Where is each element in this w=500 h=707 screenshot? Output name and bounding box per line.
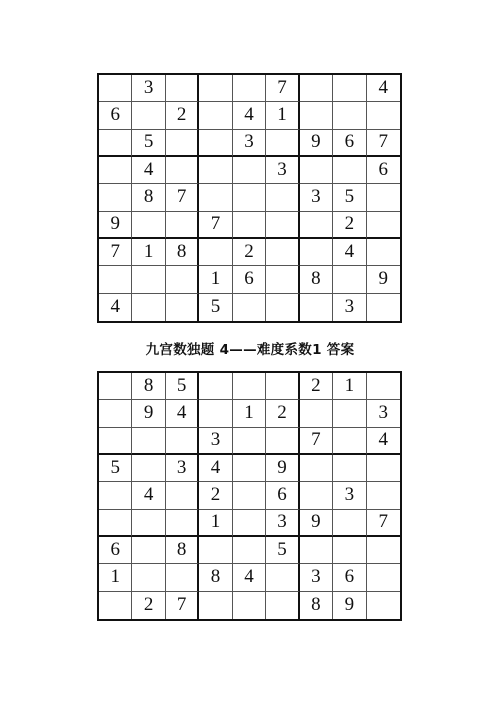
sudoku-puzzle-grid: [97, 73, 402, 323]
sudoku-cell: 7: [199, 212, 232, 239]
sudoku-cell: [199, 537, 232, 564]
sudoku-cell: [333, 428, 366, 455]
sudoku-cell: [266, 130, 299, 157]
sudoku-cell: [300, 239, 333, 266]
sudoku-cell: 7: [166, 592, 199, 619]
sudoku-cell: [166, 75, 199, 102]
sudoku-cell: 3: [266, 157, 299, 184]
sudoku-cell: 4: [233, 564, 266, 591]
sudoku-cell: [266, 266, 299, 293]
sudoku-cell: [132, 537, 165, 564]
sudoku-cell: 4: [233, 102, 266, 129]
sudoku-cell: 8: [199, 564, 232, 591]
sudoku-cell: [199, 400, 232, 427]
sudoku-cell: 1: [333, 373, 366, 400]
sudoku-cell: 4: [367, 75, 400, 102]
sudoku-cell: [233, 75, 266, 102]
sudoku-cell: [300, 102, 333, 129]
sudoku-cell: [166, 428, 199, 455]
sudoku-cell: 8: [166, 537, 199, 564]
sudoku-cell: [99, 184, 132, 211]
sudoku-cell: 4: [132, 482, 165, 509]
sudoku-cell: 3: [266, 510, 299, 537]
sudoku-cell: 6: [367, 157, 400, 184]
sudoku-cell: [300, 212, 333, 239]
sudoku-cell: [333, 266, 366, 293]
sudoku-cell: 3: [300, 184, 333, 211]
sudoku-cell: [333, 400, 366, 427]
sudoku-cell: [132, 212, 165, 239]
sudoku-cell: [266, 294, 299, 321]
sudoku-cell: 5: [132, 130, 165, 157]
sudoku-cell: 6: [99, 537, 132, 564]
sudoku-cell: [300, 537, 333, 564]
sudoku-cell: [266, 428, 299, 455]
sudoku-cell: [233, 537, 266, 564]
sudoku-cell: [266, 212, 299, 239]
sudoku-cell: 6: [333, 564, 366, 591]
sudoku-cell: 4: [199, 455, 232, 482]
sudoku-cell: [367, 239, 400, 266]
sudoku-cell: 3: [166, 455, 199, 482]
sudoku-cell: [367, 102, 400, 129]
sudoku-cell: [233, 482, 266, 509]
sudoku-cell: [132, 428, 165, 455]
sudoku-cell: 9: [367, 266, 400, 293]
sudoku-cell: [367, 212, 400, 239]
sudoku-cell: 6: [233, 266, 266, 293]
sudoku-cell: 9: [266, 455, 299, 482]
sudoku-cell: [266, 564, 299, 591]
sudoku-cell: 3: [333, 482, 366, 509]
sudoku-cell: [99, 157, 132, 184]
sudoku-cell: [166, 130, 199, 157]
sudoku-cell: [233, 510, 266, 537]
sudoku-cell: 6: [266, 482, 299, 509]
sudoku-cell: [367, 184, 400, 211]
sudoku-cell: 4: [333, 239, 366, 266]
sudoku-cell: [233, 592, 266, 619]
sudoku-cell: 1: [132, 239, 165, 266]
sudoku-cell: [233, 373, 266, 400]
sudoku-cell: [333, 75, 366, 102]
sudoku-cell: 3: [233, 130, 266, 157]
sudoku-cell: [199, 184, 232, 211]
sudoku-cell: [132, 102, 165, 129]
sudoku-cell: [367, 592, 400, 619]
sudoku-cell: [132, 294, 165, 321]
sudoku-cell: [132, 455, 165, 482]
sudoku-cell: [367, 537, 400, 564]
sudoku-cell: [166, 482, 199, 509]
sudoku-cell: [233, 184, 266, 211]
sudoku-cell: 4: [99, 294, 132, 321]
sudoku-cell: [266, 184, 299, 211]
sudoku-cell: [166, 266, 199, 293]
sudoku-cell: 3: [300, 564, 333, 591]
sudoku-cell: [333, 537, 366, 564]
sudoku-cell: 6: [99, 102, 132, 129]
sudoku-cell: 5: [99, 455, 132, 482]
sudoku-cell: 4: [367, 428, 400, 455]
sudoku-cell: [233, 157, 266, 184]
sudoku-cell: [367, 482, 400, 509]
sudoku-cell: [300, 400, 333, 427]
sudoku-cell: [99, 266, 132, 293]
sudoku-cell: 7: [367, 130, 400, 157]
sudoku-cell: [367, 294, 400, 321]
sudoku-cell: [166, 294, 199, 321]
sudoku-cell: [367, 564, 400, 591]
sudoku-cell: [99, 482, 132, 509]
sudoku-cell: 5: [266, 537, 299, 564]
sudoku-cell: 8: [300, 266, 333, 293]
sudoku-cell: 1: [199, 266, 232, 293]
sudoku-cell: 9: [99, 212, 132, 239]
sudoku-cell: 9: [132, 400, 165, 427]
sudoku-cell: [266, 239, 299, 266]
sudoku-cell: [99, 592, 132, 619]
sudoku-cell: 3: [199, 428, 232, 455]
sudoku-cell: [233, 455, 266, 482]
sudoku-cell: [233, 212, 266, 239]
sudoku-cell: 2: [166, 102, 199, 129]
answer-caption: 九宫数独题 4——难度系数1 答案: [145, 342, 355, 358]
sudoku-cell: 8: [132, 184, 165, 211]
sudoku-cell: [199, 130, 232, 157]
sudoku-cell: 8: [300, 592, 333, 619]
sudoku-cell: [333, 510, 366, 537]
sudoku-cell: [166, 564, 199, 591]
sudoku-cell: 9: [300, 130, 333, 157]
sudoku-cell: 2: [266, 400, 299, 427]
sudoku-cell: 9: [300, 510, 333, 537]
sudoku-cell: [333, 157, 366, 184]
sudoku-cell: [300, 482, 333, 509]
sudoku-cell: [300, 294, 333, 321]
sudoku-cell: [132, 564, 165, 591]
sudoku-cell: [233, 294, 266, 321]
sudoku-cell: 3: [132, 75, 165, 102]
sudoku-cell: 3: [333, 294, 366, 321]
sudoku-cell: [199, 75, 232, 102]
sudoku-cell: 2: [132, 592, 165, 619]
sudoku-cell: [199, 239, 232, 266]
sudoku-cell: 8: [166, 239, 199, 266]
sudoku-cell: [166, 212, 199, 239]
sudoku-cell: [199, 102, 232, 129]
sudoku-cell: [99, 75, 132, 102]
sudoku-cell: [367, 373, 400, 400]
sudoku-cell: [99, 130, 132, 157]
sudoku-cell: [99, 400, 132, 427]
sudoku-cell: [266, 592, 299, 619]
sudoku-cell: 4: [166, 400, 199, 427]
sudoku-cell: [300, 75, 333, 102]
sudoku-cell: 1: [199, 510, 232, 537]
sudoku-cell: [199, 592, 232, 619]
sudoku-cell: [199, 157, 232, 184]
sudoku-cell: 1: [266, 102, 299, 129]
sudoku-cell: 7: [166, 184, 199, 211]
sudoku-cell: [300, 157, 333, 184]
sudoku-cell: 8: [132, 373, 165, 400]
sudoku-cell: 1: [233, 400, 266, 427]
sudoku-cell: 2: [333, 212, 366, 239]
sudoku-cell: 2: [199, 482, 232, 509]
sudoku-cell: [233, 428, 266, 455]
sudoku-cell: [132, 266, 165, 293]
sudoku-cell: 5: [333, 184, 366, 211]
sudoku-cell: 2: [233, 239, 266, 266]
sudoku-cell: 6: [333, 130, 366, 157]
sudoku-cell: [132, 510, 165, 537]
sudoku-cell: [166, 510, 199, 537]
sudoku-cell: [99, 510, 132, 537]
sudoku-cell: [367, 455, 400, 482]
sudoku-cell: 9: [333, 592, 366, 619]
sudoku-cell: 5: [166, 373, 199, 400]
sudoku-cell: [333, 102, 366, 129]
sudoku-cell: [300, 455, 333, 482]
sudoku-cell: 7: [367, 510, 400, 537]
sudoku-cell: 7: [99, 239, 132, 266]
sudoku-cell: 5: [199, 294, 232, 321]
sudoku-answer-grid: [97, 371, 402, 621]
sudoku-cell: 2: [300, 373, 333, 400]
sudoku-cell: [99, 373, 132, 400]
sudoku-cell: 7: [266, 75, 299, 102]
sudoku-cell: 1: [99, 564, 132, 591]
sudoku-cell: [333, 455, 366, 482]
sudoku-cell: 7: [300, 428, 333, 455]
sudoku-cell: [99, 428, 132, 455]
sudoku-cell: [199, 373, 232, 400]
sudoku-cell: [266, 373, 299, 400]
sudoku-cell: 4: [132, 157, 165, 184]
sudoku-cell: 3: [367, 400, 400, 427]
sudoku-cell: [166, 157, 199, 184]
